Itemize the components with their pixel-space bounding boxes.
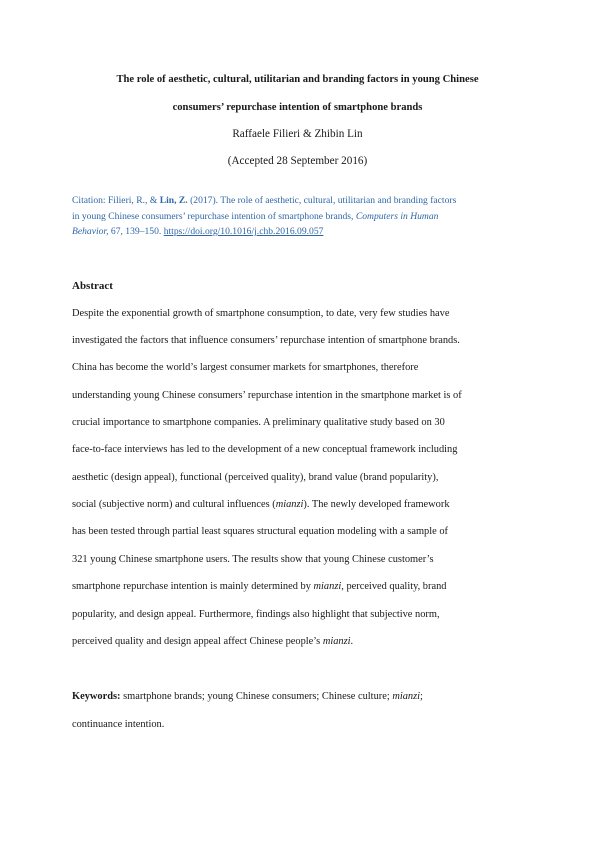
keywords-label: Keywords: (72, 691, 121, 702)
abstract-line-7: aesthetic (design appeal), functional (perceived quality), brand value (brand popularity), (72, 472, 439, 483)
citation-block (72, 193, 532, 240)
abstract-line-12: popularity, and design appeal. Furthermore, findings also highlight that subjective norm, (72, 609, 440, 620)
citation-journal-part2: Behavior, (72, 226, 109, 237)
abstract-line-9: has been tested through partial least squares structural equation modeling with a sample of (72, 526, 448, 537)
citation-line-3 (72, 224, 532, 240)
citation-line1-rest: (2017). The role of aesthetic, cultural, utilitarian and branding factors (187, 195, 457, 206)
citation-volume-pages: 67, 139–150. (108, 226, 164, 237)
keywords-line1-a: smartphone brands; young Chinese consumers; Chinese culture; (120, 691, 393, 702)
abstract-line8-mianzi: mianzi (275, 499, 304, 510)
abstract-line-13 (72, 635, 532, 649)
abstract-line-4: understanding young Chinese consumers’ repurchase intention in the smartphone market is of (72, 390, 462, 401)
abstract-line-11 (72, 580, 532, 594)
abstract-line11-a: smartphone repurchase intention is mainly determined by (72, 581, 314, 592)
abstract-line-3: China has become the world’s largest consumer markets for smartphones, therefore (72, 362, 419, 373)
citation-bold-author: Lin, Z. (159, 195, 188, 206)
abstract-line-6: face-to-face interviews has led to the development of a new conceptual framework including (72, 444, 458, 455)
abstract-line-2: investigated the factors that influence consumers’ repurchase intention of smartphone brands. (72, 335, 460, 346)
abstract-line13-b: . (350, 636, 354, 647)
abstract-line8-a: social (subjective norm) and cultural influences ( (72, 499, 276, 510)
authors: Raffaele Filieri & Zhibin Lin (232, 128, 363, 140)
citation-line-1 (72, 193, 532, 209)
abstract-line11-b: , perceived quality, brand (341, 581, 447, 592)
abstract-line8-b: ). The newly developed framework (303, 499, 450, 510)
abstract-line-1: Despite the exponential growth of smartphone consumption, to date, very few studies have (72, 308, 450, 319)
abstract-heading: Abstract (72, 280, 113, 292)
keywords-line-2: continuance intention. (72, 719, 165, 730)
abstract-line13-a: perceived quality and design appeal affect Chinese people’s (72, 636, 323, 647)
abstract-line-8 (72, 498, 532, 512)
keywords-line1-b: ; (420, 691, 423, 702)
citation-journal-part1: Computers in Human (355, 210, 439, 222)
citation-line2-main: in young Chinese consumers’ repurchase intention of smartphone brands, (72, 210, 356, 222)
keywords-line-1 (72, 690, 532, 704)
paper-title-line-2: consumers’ repurchase intention of smartphone brands (172, 102, 423, 113)
paper-title-line-1: The role of aesthetic, cultural, utilitarian and branding factors in young Chinese (116, 74, 479, 85)
abstract-line-5: crucial importance to smartphone companies. A preliminary qualitative study based on 30 (72, 417, 445, 428)
citation-prefix: Citation: Filieri, R., & (72, 195, 160, 206)
citation-line-2 (72, 209, 532, 225)
abstract-line-10: 321 young Chinese smartphone users. The results show that young Chinese customer’s (72, 554, 434, 565)
accepted-date: (Accepted 28 September 2016) (227, 155, 368, 167)
doi-link[interactable]: https://doi.org/10.1016/j.chb.2016.09.057 (163, 226, 324, 237)
abstract-line11-mianzi: mianzi (313, 581, 342, 592)
keywords-mianzi: mianzi (392, 691, 421, 702)
abstract-line13-mianzi: mianzi (322, 636, 351, 647)
